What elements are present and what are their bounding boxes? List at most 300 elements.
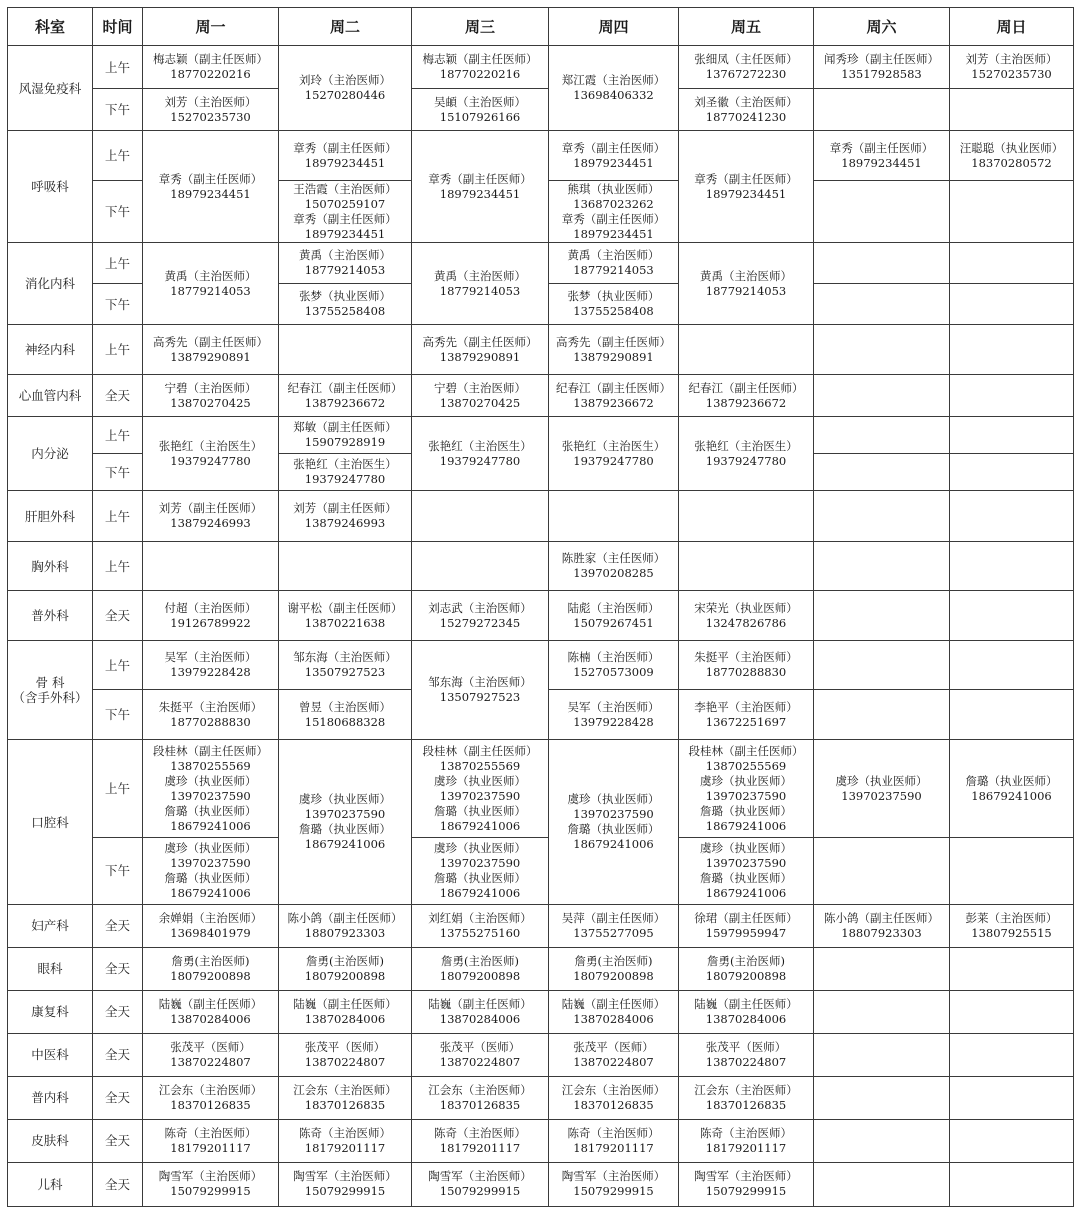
time-cell: [93, 1162, 143, 1206]
doctor-cell: [549, 375, 679, 417]
time-cell: [93, 46, 143, 89]
doctor-cell: [412, 46, 549, 89]
doctor-cell: [679, 641, 814, 690]
doctor-cell: [412, 1119, 549, 1162]
doctor-cell: [143, 325, 279, 375]
cell-line: 13879236672: [304, 395, 386, 410]
cell-line: 章秀（副主任医师）: [293, 211, 397, 226]
cell-line: 儿科: [37, 1176, 63, 1192]
doctor-cell: [279, 491, 412, 542]
header-cell: 周二: [279, 8, 412, 46]
cell-line: 13970237590: [705, 788, 787, 803]
cell-line: 朱挺平（主治医师）: [158, 699, 263, 714]
table-row: [8, 89, 1074, 131]
cell-line: 13698406332: [573, 88, 654, 103]
cell-line: 章秀（副主任医师）: [561, 140, 666, 155]
cell-line: 15079299915: [439, 1184, 521, 1199]
empty-cell: [950, 837, 1074, 904]
cell-line: 15079299915: [573, 1184, 654, 1199]
cell-line: 18679241006: [439, 885, 521, 900]
cell-line: 18079200898: [304, 968, 386, 983]
cell-line: 刘圣徽（主治医师）: [694, 94, 798, 109]
doctor-cell: [412, 1162, 549, 1206]
empty-cell: [950, 542, 1074, 591]
doctor-cell: [549, 591, 679, 641]
empty-cell: [814, 990, 950, 1033]
cell-line: 13879236672: [573, 395, 654, 410]
empty-cell: [814, 325, 950, 375]
table-row: [8, 325, 1074, 375]
header-row: [8, 8, 1074, 46]
cell-line: 13879246993: [170, 516, 251, 531]
cell-line: 13507927523: [439, 690, 521, 705]
doctor-cell: [279, 690, 412, 740]
cell-line: 18179201117: [573, 1140, 654, 1155]
cell-line: 心血管内科: [18, 388, 82, 404]
table-row: [8, 375, 1074, 417]
department-cell: [8, 542, 93, 591]
cell-line: 章秀（副主任医师）: [829, 140, 934, 155]
cell-line: 付超（主治医师）: [164, 600, 257, 615]
doctor-cell: [814, 46, 950, 89]
cell-line: 15079299915: [705, 1184, 787, 1199]
doctor-cell: [279, 1033, 412, 1076]
cell-line: 18679241006: [971, 788, 1052, 803]
doctor-cell: [143, 491, 279, 542]
doctor-cell: [679, 1119, 814, 1162]
doctor-cell: [279, 1162, 412, 1206]
cell-line: 虞珍（执业医师）: [700, 773, 792, 788]
cell-line: 13755258408: [573, 304, 654, 319]
cell-line: 18779214053: [439, 283, 521, 298]
cell-line: 陆巍（副主任医师）: [694, 996, 798, 1011]
time-cell: [93, 417, 143, 454]
doctor-cell: [279, 284, 412, 325]
cell-line: 13870284006: [439, 1011, 521, 1026]
doctor-cell: [412, 243, 549, 325]
header-cell: 科室: [8, 8, 93, 46]
empty-cell: [814, 837, 950, 904]
cell-line: 18079200898: [439, 968, 521, 983]
table-row: [8, 837, 1074, 904]
cell-line: 吴军（主治医师）: [164, 650, 257, 665]
cell-line: 18979234451: [170, 186, 251, 201]
doctor-cell: [279, 740, 412, 904]
table-row: [8, 1119, 1074, 1162]
cell-line: 18370126835: [439, 1097, 521, 1112]
empty-cell: [950, 1076, 1074, 1119]
time-cell: [93, 454, 143, 491]
cell-line: 18179201117: [705, 1140, 787, 1155]
cell-line: 13970237590: [705, 855, 787, 870]
doctor-cell: [679, 591, 814, 641]
table-row: [8, 947, 1074, 990]
cell-line: 詹勇(主治医师): [574, 953, 653, 968]
cell-line: 詹璐（执业医师）: [700, 870, 792, 885]
empty-cell: [814, 181, 950, 243]
department-cell: [8, 1119, 93, 1162]
cell-line: 15270280446: [304, 88, 386, 103]
header-cell: 周三: [412, 8, 549, 46]
department-cell: [8, 1076, 93, 1119]
cell-line: 口腔科: [31, 814, 69, 830]
table-row: [8, 1162, 1074, 1206]
cell-line: 江会东（主治医师）: [158, 1082, 263, 1097]
empty-cell: [950, 947, 1074, 990]
time-cell: [93, 131, 143, 181]
cell-line: 詹勇(主治医师): [707, 953, 785, 968]
cell-line: 15107926166: [439, 109, 521, 124]
empty-cell: [814, 417, 950, 454]
department-cell: [8, 591, 93, 641]
empty-cell: [412, 491, 549, 542]
cell-line: 詹璐（执业医师）: [700, 803, 792, 818]
cell-line: 全天: [104, 1133, 130, 1149]
cell-line: 18679241006: [705, 885, 787, 900]
cell-line: 15079299915: [304, 1184, 386, 1199]
table-row: [8, 591, 1074, 641]
cell-line: 13879246993: [304, 516, 386, 531]
empty-cell: [814, 591, 950, 641]
cell-line: 虞珍（执业医师）: [164, 773, 257, 788]
doctor-cell: [679, 904, 814, 947]
cell-line: 13870284006: [573, 1011, 654, 1026]
time-cell: [93, 641, 143, 690]
time-cell: [93, 591, 143, 641]
empty-cell: [814, 542, 950, 591]
department-cell: [8, 325, 93, 375]
header-cell: 周六: [814, 8, 950, 46]
cell-line: 章秀（副主任医师）: [561, 211, 666, 226]
doctor-cell: [679, 131, 814, 243]
cell-line: 15270235730: [971, 67, 1052, 82]
cell-line: 13979228428: [170, 665, 251, 680]
doctor-cell: [143, 990, 279, 1033]
doctor-cell: [412, 947, 549, 990]
cell-line: 下午: [104, 204, 130, 220]
cell-line: 郑江霞（主治医师）: [561, 73, 666, 88]
cell-line: 全天: [104, 961, 130, 977]
table-row: [8, 243, 1074, 284]
cell-line: 朱挺平（主治医师）: [694, 650, 798, 665]
empty-cell: [950, 641, 1074, 690]
cell-line: 郑敏（副主任医师）: [293, 420, 397, 435]
empty-cell: [279, 542, 412, 591]
cell-line: 詹勇(主治医师): [171, 953, 250, 968]
time-cell: [93, 375, 143, 417]
table-row: [8, 740, 1074, 837]
doctor-cell: [679, 690, 814, 740]
cell-line: 吴頔（主治医师）: [434, 94, 526, 109]
cell-line: 詹璐（执业医师）: [434, 803, 526, 818]
cell-line: 刘芳（主治医师）: [965, 52, 1058, 67]
cell-line: 张艳红（主治医生）: [694, 438, 798, 453]
cell-line: 陈奇（主治医师）: [700, 1125, 792, 1140]
cell-line: 18779214053: [304, 263, 386, 278]
department-cell: [8, 131, 93, 243]
doctor-cell: [412, 131, 549, 243]
doctor-cell: [143, 131, 279, 243]
cell-line: 13870224807: [439, 1054, 521, 1069]
cell-line: 张茂平（医师）: [304, 1039, 386, 1054]
doctor-cell: [679, 1162, 814, 1206]
cell-line: 13698401979: [170, 925, 251, 940]
cell-line: 张茂平（医师）: [439, 1039, 521, 1054]
doctor-cell: [549, 284, 679, 325]
cell-line: 18079200898: [170, 968, 251, 983]
cell-line: 章秀（副主任医师）: [428, 171, 532, 186]
cell-line: 邹东海（主治医师）: [428, 675, 532, 690]
doctor-cell: [143, 1162, 279, 1206]
cell-line: 詹璐（执业医师）: [434, 870, 526, 885]
cell-line: 18807923303: [304, 925, 386, 940]
department-cell: [8, 947, 93, 990]
cell-line: 19379247780: [705, 453, 787, 468]
doctor-cell: [279, 641, 412, 690]
doctor-cell: [549, 325, 679, 375]
doctor-cell: [143, 417, 279, 491]
table-row: [8, 641, 1074, 690]
cell-line: 刘红娟（主治医师）: [428, 910, 532, 925]
cell-line: 梅志颖（副主任医师）: [422, 52, 538, 67]
doctor-cell: [143, 947, 279, 990]
cell-line: 章秀（副主任医师）: [694, 171, 798, 186]
cell-line: 刘芳（主治医师）: [164, 94, 257, 109]
cell-line: 陶雪军（主治医师）: [428, 1169, 532, 1184]
empty-cell: [814, 375, 950, 417]
cell-line: 江会东（主治医师）: [694, 1082, 798, 1097]
time-cell: [93, 491, 143, 542]
doctor-cell: [279, 375, 412, 417]
cell-line: 下午: [104, 464, 130, 480]
cell-line: 闻秀珍（副主任医师）: [824, 52, 939, 67]
cell-line: 宁碧（主治医师）: [434, 380, 526, 395]
cell-line: 18370126835: [573, 1097, 654, 1112]
cell-line: 康复科: [31, 1004, 69, 1020]
doctor-cell: [412, 990, 549, 1033]
cell-line: 消化内科: [24, 276, 75, 292]
doctor-cell: [143, 690, 279, 740]
doctor-cell: [279, 591, 412, 641]
cell-line: 13755258408: [304, 304, 386, 319]
cell-line: 詹璐（执业医师）: [567, 822, 660, 837]
doctor-cell: [549, 904, 679, 947]
cell-line: 18370126835: [170, 1097, 251, 1112]
cell-line: 黄禹（主治医师）: [700, 268, 792, 283]
cell-line: 黄禹（主治医师）: [434, 268, 526, 283]
doctor-cell: [279, 181, 412, 243]
cell-line: 上午: [104, 255, 130, 271]
doctor-cell: [279, 990, 412, 1033]
doctor-cell: [679, 375, 814, 417]
empty-cell: [950, 1119, 1074, 1162]
empty-cell: [814, 491, 950, 542]
cell-line: 19126789922: [170, 615, 251, 630]
doctor-cell: [279, 1119, 412, 1162]
cell-line: 18979234451: [304, 155, 386, 170]
cell-line: 张茂平（医师）: [573, 1039, 654, 1054]
cell-line: 熊琪（执业医师）: [567, 181, 660, 196]
doctor-cell: [679, 990, 814, 1033]
department-cell: [8, 491, 93, 542]
doctor-cell: [143, 904, 279, 947]
cell-line: 陈小鸽（副主任医师）: [824, 910, 939, 925]
cell-line: 陆彪（主治医师）: [567, 600, 660, 615]
cell-line: 章秀（副主任医师）: [158, 171, 263, 186]
cell-line: 詹勇(主治医师): [441, 953, 519, 968]
empty-cell: [950, 181, 1074, 243]
cell-line: 18770220216: [170, 67, 251, 82]
cell-line: 13870270425: [170, 395, 251, 410]
cell-line: 虞珍（执业医师）: [164, 840, 257, 855]
department-cell: [8, 46, 93, 131]
table-row: [8, 1033, 1074, 1076]
time-cell: [93, 740, 143, 837]
schedule-body: [8, 46, 1074, 1207]
cell-line: 张梦（执业医师）: [299, 289, 391, 304]
doctor-cell: [549, 542, 679, 591]
empty-cell: [950, 243, 1074, 284]
table-row: [8, 542, 1074, 591]
cell-line: 张茂平（医师）: [705, 1039, 787, 1054]
doctor-cell: [950, 904, 1074, 947]
doctor-cell: [143, 740, 279, 837]
empty-cell: [950, 1162, 1074, 1206]
cell-line: 皮肤科: [31, 1133, 69, 1149]
doctor-cell: [679, 243, 814, 325]
cell-line: 陶雪军（主治医师）: [694, 1169, 798, 1184]
cell-line: 全天: [104, 918, 130, 934]
doctor-cell: [679, 417, 814, 491]
cell-line: 18179201117: [170, 1140, 251, 1155]
empty-cell: [950, 990, 1074, 1033]
header-cell: 周日: [950, 8, 1074, 46]
cell-line: 陶雪军（主治医师）: [293, 1169, 397, 1184]
cell-line: 彭莱（主治医师）: [965, 910, 1058, 925]
cell-line: 18779214053: [705, 283, 787, 298]
cell-line: 纪春江（副主任医师）: [688, 380, 804, 395]
time-cell: [93, 89, 143, 131]
cell-line: 15070259107: [304, 196, 386, 211]
table-row: [8, 46, 1074, 89]
empty-cell: [549, 491, 679, 542]
doctor-cell: [679, 46, 814, 89]
doctor-cell: [279, 243, 412, 284]
doctor-cell: [549, 1162, 679, 1206]
header-cell: 周四: [549, 8, 679, 46]
doctor-cell: [412, 837, 549, 904]
empty-cell: [814, 284, 950, 325]
empty-cell: [950, 454, 1074, 491]
cell-line: 李艳平（主治医师）: [694, 699, 798, 714]
cell-line: 13870255569: [170, 758, 251, 773]
cell-line: 普外科: [31, 608, 69, 624]
cell-line: 18770241230: [705, 109, 787, 124]
doctor-cell: [143, 837, 279, 904]
department-cell: [8, 990, 93, 1033]
cell-line: 虞珍（执业医师）: [434, 773, 526, 788]
cell-line: 詹璐（执业医师）: [299, 822, 391, 837]
cell-line: 徐珺（副主任医师）: [694, 910, 798, 925]
cell-line: 胸外科: [31, 558, 69, 574]
cell-line: 詹勇(主治医师): [306, 953, 384, 968]
cell-line: 陶雪军（主治医师）: [158, 1169, 263, 1184]
cell-line: 下午: [104, 863, 130, 879]
empty-cell: [814, 641, 950, 690]
doctor-cell: [814, 904, 950, 947]
doctor-cell: [279, 131, 412, 181]
cell-line: 15979959947: [705, 925, 787, 940]
cell-line: 陈奇（主治医师）: [299, 1125, 391, 1140]
cell-line: 15279272345: [439, 615, 521, 630]
cell-line: 刘芳（副主任医师）: [158, 501, 263, 516]
duty-schedule-table: [7, 7, 1074, 1207]
empty-cell: [814, 947, 950, 990]
cell-line: 高秀先（副主任医师）: [422, 334, 538, 349]
cell-line: 13879290891: [439, 349, 521, 364]
cell-line: 虞珍（执业医师）: [567, 792, 660, 807]
cell-line: 18179201117: [439, 1140, 521, 1155]
cell-line: 全天: [104, 1090, 130, 1106]
cell-line: 13970208285: [573, 566, 654, 581]
cell-line: 风湿免疫科: [18, 80, 82, 96]
cell-line: 上午: [104, 657, 130, 673]
cell-line: 骨 科: [35, 675, 65, 691]
doctor-cell: [549, 243, 679, 284]
empty-cell: [950, 89, 1074, 131]
cell-line: 13870221638: [304, 615, 386, 630]
time-cell: [93, 947, 143, 990]
doctor-cell: [143, 1076, 279, 1119]
cell-line: 18779214053: [170, 283, 251, 298]
time-cell: [93, 181, 143, 243]
doctor-cell: [279, 1076, 412, 1119]
cell-line: 吴萍（副主任医师）: [561, 910, 666, 925]
cell-line: 陈楠（主治医师）: [567, 650, 660, 665]
time-cell: [93, 243, 143, 284]
time-cell: [93, 1119, 143, 1162]
cell-line: 13247826786: [705, 615, 787, 630]
cell-line: 黄禹（主治医师）: [567, 248, 660, 263]
cell-line: 18807923303: [841, 925, 922, 940]
cell-line: 虞珍（执业医师）: [835, 773, 928, 788]
department-cell: [8, 904, 93, 947]
cell-line: 虞珍（执业医师）: [700, 840, 792, 855]
cell-line: 曾昱（主治医师）: [299, 699, 391, 714]
cell-line: （含手外科）: [12, 690, 88, 706]
doctor-cell: [412, 740, 549, 837]
cell-line: 13879290891: [170, 349, 251, 364]
cell-line: 上午: [104, 342, 130, 358]
cell-line: 18770288830: [170, 714, 251, 729]
table-row: [8, 491, 1074, 542]
cell-line: 詹璐（执业医师）: [164, 803, 257, 818]
cell-line: 下午: [104, 296, 130, 312]
cell-line: 陈胜家（主任医师）: [561, 551, 666, 566]
cell-line: 下午: [104, 707, 130, 723]
empty-cell: [814, 1076, 950, 1119]
cell-line: 18370280572: [971, 155, 1052, 170]
empty-cell: [950, 325, 1074, 375]
doctor-cell: [143, 243, 279, 325]
cell-line: 陆巍（副主任医师）: [561, 996, 666, 1011]
doctor-cell: [412, 325, 549, 375]
time-cell: [93, 325, 143, 375]
cell-line: 13970237590: [439, 855, 521, 870]
doctor-cell: [143, 591, 279, 641]
doctor-cell: [679, 1076, 814, 1119]
cell-line: 中医科: [31, 1047, 69, 1063]
